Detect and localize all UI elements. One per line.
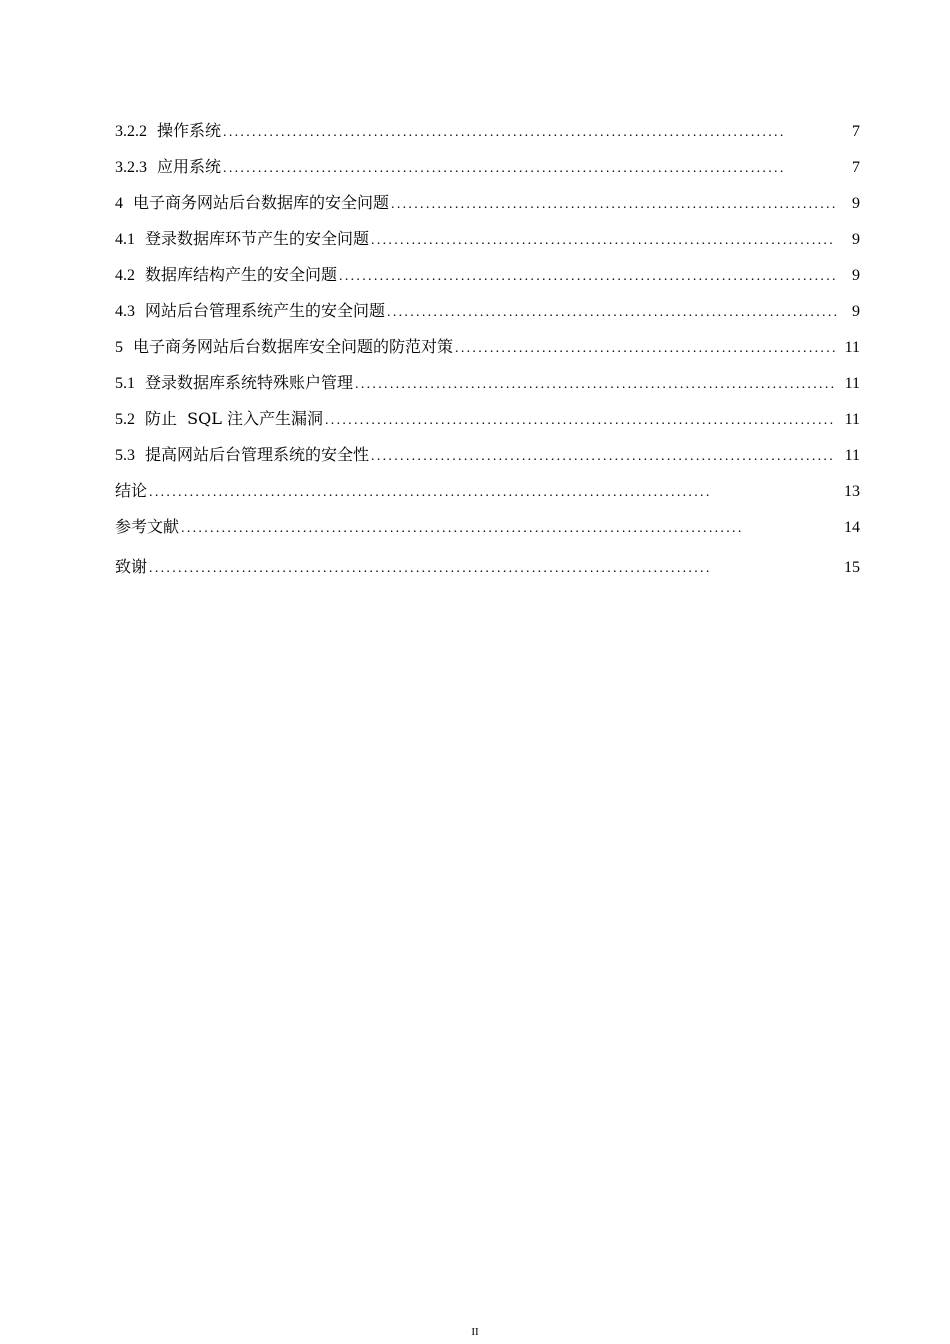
toc-entry-title: 防止 SQL 注入产生漏洞 — [145, 409, 323, 428]
toc-entry-page: 11 — [844, 375, 860, 392]
toc-leader-dots — [355, 367, 836, 403]
page-footer — [0, 1326, 950, 1338]
toc-entry-title: 结论 — [115, 481, 148, 500]
toc-entry-title: 登录数据库环节产生的安全问题 — [145, 229, 370, 248]
toc-leader-dots — [181, 511, 836, 547]
toc-entry[interactable] — [115, 185, 860, 221]
table-of-contents — [115, 113, 860, 587]
toc-entry-page: 9 — [852, 303, 860, 320]
toc-entry-page: 11 — [844, 411, 860, 428]
toc-entry-number: 5.3 — [115, 447, 135, 464]
toc-leader-dots — [339, 259, 836, 295]
toc-entry-number: 3.2.2 — [115, 123, 147, 140]
toc-entry[interactable] — [115, 401, 860, 437]
toc-entry[interactable] — [115, 113, 860, 149]
toc-entry-number: 5.2 — [115, 411, 135, 428]
toc-entry-title: 应用系统 — [157, 157, 222, 176]
toc-entry-page: 11 — [844, 447, 860, 464]
toc-entry-title: 电子商务网站后台数据库的安全问题 — [133, 193, 390, 212]
page-number: II — [471, 1326, 479, 1338]
toc-entry-number: 5.1 — [115, 375, 135, 392]
toc-entry-page: 9 — [852, 267, 860, 284]
toc-entry-page: 7 — [852, 159, 860, 176]
toc-leader-dots — [325, 403, 836, 439]
toc-entry-page: 7 — [852, 123, 860, 140]
toc-entry-title: 电子商务网站后台数据库安全问题的防范对策 — [133, 337, 454, 356]
toc-leader-dots — [149, 475, 836, 511]
toc-entry-title: 操作系统 — [157, 121, 222, 140]
toc-entry-title: 网站后台管理系统产生的安全问题 — [145, 301, 386, 320]
toc-entry[interactable] — [115, 149, 860, 185]
toc-entry-title: 致谢 — [115, 557, 148, 576]
toc-entry[interactable] — [115, 293, 860, 329]
toc-entry-title: 参考文献 — [115, 517, 180, 536]
toc-leader-dots — [387, 295, 836, 331]
toc-entry[interactable] — [115, 509, 860, 545]
toc-leader-dots — [455, 331, 836, 367]
toc-entry-title: 登录数据库系统特殊账户管理 — [145, 373, 354, 392]
toc-leader-dots — [391, 187, 836, 223]
toc-entry-number: 4.3 — [115, 303, 135, 320]
toc-entry-number: 5 — [115, 339, 123, 356]
toc-entry-title: 提高网站后台管理系统的安全性 — [145, 445, 370, 464]
toc-leader-dots — [371, 223, 836, 259]
toc-entry[interactable] — [115, 257, 860, 293]
toc-entry[interactable] — [115, 547, 860, 587]
toc-entry-page: 9 — [852, 195, 860, 212]
toc-entry[interactable] — [115, 329, 860, 365]
toc-entry-page: 13 — [844, 483, 860, 500]
toc-entry-title: 数据库结构产生的安全问题 — [145, 265, 338, 284]
toc-entry[interactable] — [115, 473, 860, 509]
toc-entry[interactable] — [115, 365, 860, 401]
toc-entry-number: 3.2.3 — [115, 159, 147, 176]
toc-entry-page: 15 — [844, 559, 860, 576]
toc-leader-dots — [371, 439, 836, 475]
toc-entry-number: 4.2 — [115, 267, 135, 284]
toc-leader-dots — [149, 549, 836, 589]
toc-entry-number: 4.1 — [115, 231, 135, 248]
toc-entry[interactable] — [115, 437, 860, 473]
toc-entry-page: 11 — [844, 339, 860, 356]
toc-entry[interactable] — [115, 221, 860, 257]
toc-entry-page: 14 — [844, 519, 860, 536]
toc-entry-page: 9 — [852, 231, 860, 248]
toc-entry-number: 4 — [115, 195, 123, 212]
toc-leader-dots — [223, 115, 836, 151]
toc-leader-dots — [223, 151, 836, 187]
